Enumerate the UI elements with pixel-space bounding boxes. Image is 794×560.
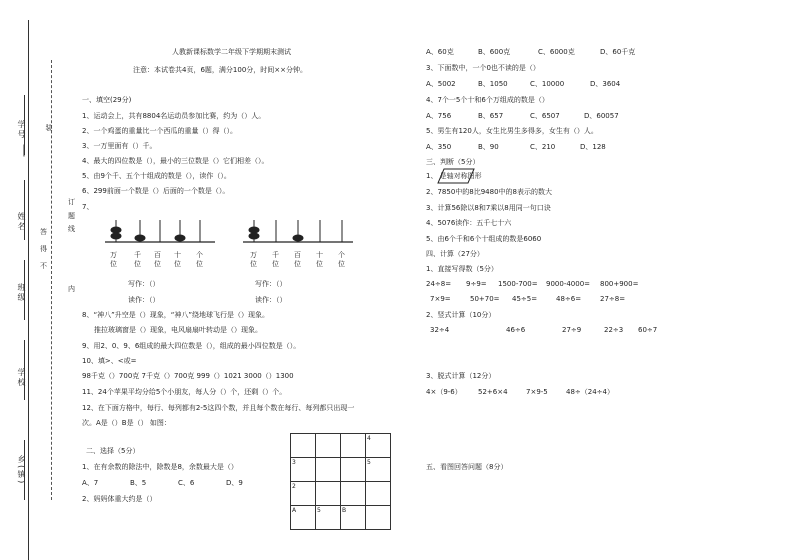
seal-char-4: 内 bbox=[68, 285, 75, 293]
seal-char-6: 得 bbox=[40, 245, 47, 253]
sec1-title: 一、填空(29分) bbox=[82, 96, 132, 104]
calc-r4-4: 48÷（24÷4） bbox=[566, 388, 614, 396]
abacus-right-place-2: 千位 bbox=[272, 251, 279, 268]
abacus-left-place-3: 百位 bbox=[154, 251, 161, 268]
abacus-left-place-5: 个位 bbox=[196, 251, 203, 268]
seal-char-7: 答 bbox=[40, 228, 47, 236]
calc-r1-2: 9÷9= bbox=[466, 280, 487, 288]
sec4-part1: 1、直接写得数（5分） bbox=[426, 265, 498, 273]
abacus-right-place-5: 个位 bbox=[338, 251, 345, 268]
sec2-title: 二、选择（5分） bbox=[86, 447, 140, 455]
calc-r2-3: 45÷5= bbox=[512, 295, 538, 303]
abacus-right bbox=[238, 216, 358, 252]
calc-r1-3: 1500-700= bbox=[498, 280, 538, 288]
sec2-q1-opt-d: D、9 bbox=[226, 479, 243, 487]
sec2-q3-opt-b: B、1050 bbox=[478, 80, 508, 88]
sec1-q8: 8、“神八”升空是（）现象，“神八”绕地球飞行是（）现象。 bbox=[82, 311, 269, 319]
seal-char-1: 装 bbox=[45, 124, 53, 131]
abacus-right-write: 写作：（） bbox=[255, 280, 287, 288]
sec2-q1-opt-a: A、7 bbox=[82, 479, 99, 487]
sec1-q9: 9、用2、0、9、6组成的最大四位数是（），组成的最小四位数是（）。 bbox=[82, 342, 301, 350]
abacus-right-place-3: 百位 bbox=[294, 251, 301, 268]
calc-r2-4: 48÷6= bbox=[556, 295, 582, 303]
calc-r2-5: 27÷8= bbox=[600, 295, 626, 303]
sec1-q4: 4、最大的四位数是（），最小的三位数是（）它们相差（）。 bbox=[82, 157, 269, 165]
sec2-q2-opt-a: A、60克 bbox=[426, 48, 454, 56]
class-label: 班级 bbox=[17, 283, 26, 303]
seal-char-5: 不 bbox=[40, 262, 47, 270]
sec1-q5: 5、由9个千、五个十组成的数是（），读作（）。 bbox=[82, 172, 231, 180]
calc-r3-5: 60÷7 bbox=[638, 326, 658, 334]
abacus-left bbox=[100, 216, 220, 252]
town-label: 乡(镇) bbox=[17, 455, 26, 486]
sec1-q7: 7、 bbox=[82, 203, 94, 211]
abacus-left-place-1: 万位 bbox=[110, 251, 117, 268]
sec2-q4-opt-a: A、756 bbox=[426, 112, 452, 120]
calc-r1-4: 9000-4000= bbox=[546, 280, 591, 288]
name-label: 姓名 bbox=[17, 212, 26, 232]
sec2-q3-opt-c: C、10000 bbox=[530, 80, 565, 88]
sec1-q11: 11、24个苹果平均分给5个小朋友，每人分（）个，还剩（）个。 bbox=[82, 388, 287, 396]
sec4-part3: 3、脱式计算（12分） bbox=[426, 372, 496, 380]
sec3-q4: 4、5076读作：五千七十六 bbox=[426, 219, 512, 227]
sec2-q3-opt-d: D、3604 bbox=[590, 80, 621, 88]
calc-r2-1: 7×9= bbox=[430, 295, 451, 303]
sec2-q4-opt-b: B、657 bbox=[478, 112, 504, 120]
sec2-q2-opt-b: B、600克 bbox=[478, 48, 511, 56]
calc-r3-4: 22÷3 bbox=[604, 326, 624, 334]
sec2-q5-opt-b: B、90 bbox=[478, 143, 499, 151]
sec2-q1: 1、在有余数的除法中，除数是8，余数最大是（） bbox=[82, 463, 238, 471]
sec4-part2: 2、竖式计算（10分） bbox=[426, 311, 496, 319]
sec1-q10: 10、填>、<或= bbox=[82, 357, 137, 365]
sec3-q2: 2、7850中的8比9480中的8表示的数大 bbox=[426, 188, 552, 196]
sec2-q4-opt-c: C、6507 bbox=[530, 112, 560, 120]
sec1-q2: 2、一个鸡蛋的重量比一个西瓜的重量（）得（）。 bbox=[82, 127, 237, 135]
sec5-title: 五、看图回答问题（8分） bbox=[426, 463, 508, 471]
sec2-q5-opt-a: A、350 bbox=[426, 143, 452, 151]
sec3-title: 三、判断（5分） bbox=[426, 158, 480, 166]
abacus-left-read: 读作：（） bbox=[128, 296, 160, 304]
sec2-q5: 5、男生有120人，女生比男生多得多，女生有（）人。 bbox=[426, 127, 598, 135]
calc-r1-1: 24÷8= bbox=[426, 280, 452, 288]
abacus-left-place-4: 十位 bbox=[174, 251, 181, 268]
sec3-q1: 1、 是轴对称图形 bbox=[426, 172, 482, 180]
sec2-q4-opt-d: D、60057 bbox=[584, 112, 619, 120]
seal-char-8: 题 bbox=[68, 212, 75, 220]
abacus-left-write: 写作：（） bbox=[128, 280, 160, 288]
sec2-q4: 4、7个一5个十和6个万组成的数是（） bbox=[426, 96, 549, 104]
sec3-q5: 5、由6个千和6个十组成的数是6060 bbox=[426, 235, 542, 243]
calc-r4-1: 4×（9-6） bbox=[426, 388, 462, 396]
calc-r3-1: 32÷4 bbox=[430, 326, 450, 334]
abacus-right-place-1: 万位 bbox=[250, 251, 257, 268]
school-label: 学校 bbox=[17, 368, 26, 388]
sec1-q6: 6、299前面一个数是（）后面的一个数是（）。 bbox=[82, 187, 230, 195]
sec1-q12: 12、在下面方格中，每行、每列都有2-5这四个数，并且每个数在每行、每列都只出现一 bbox=[82, 404, 355, 412]
sec2-q1-opt-c: C、6 bbox=[178, 479, 195, 487]
parallelogram-icon bbox=[436, 168, 476, 184]
sec2-q3-opt-a: A、5002 bbox=[426, 80, 456, 88]
sec2-q2: 2、妈妈体重大约是（） bbox=[82, 495, 157, 503]
abacus-right-read: 读作：（） bbox=[255, 296, 287, 304]
seal-char-3: 线 bbox=[68, 225, 75, 233]
sec1-q1: 1、运动会上，共有8804名运动员参加比赛，约为（）人。 bbox=[82, 112, 266, 120]
sec3-q3: 3、计算56除以8和7乘以8用同一句口诀 bbox=[426, 204, 551, 212]
sec2-q5-opt-c: C、210 bbox=[530, 143, 556, 151]
number-grid: 4 3 5 2 A 5 B bbox=[290, 433, 391, 530]
abacus-right-place-4: 十位 bbox=[316, 251, 323, 268]
calc-r1-5: 800+900= bbox=[600, 280, 639, 288]
calc-r2-2: 50+70= bbox=[470, 295, 500, 303]
sec1-q8b: 推拉玻璃窗是（）现象，电风扇扇叶转动是（）现象。 bbox=[94, 326, 262, 334]
calc-r4-2: 52+6×4 bbox=[478, 388, 508, 396]
sec1-q12b: 次。A是（）B是（） 如图： bbox=[82, 419, 171, 427]
seal-char-2: 订 bbox=[68, 198, 75, 206]
sec1-q10b: 98千克（）700克 7千克（）700克 999（）1021 3000（）1300 bbox=[82, 372, 294, 380]
paper-title: 人教新课标数学二年级下学期期末测试 bbox=[172, 48, 291, 56]
calc-r3-2: 46÷6 bbox=[506, 326, 526, 334]
calc-r4-3: 7×9-5 bbox=[526, 388, 548, 396]
sec2-q2-opt-d: D、60千克 bbox=[600, 48, 636, 56]
student-no-label: 学号 bbox=[17, 120, 26, 140]
sec2-q5-opt-d: D、128 bbox=[580, 143, 606, 151]
calc-r3-3: 27÷9 bbox=[562, 326, 582, 334]
abacus-left-place-2: 千位 bbox=[134, 251, 141, 268]
paper-notice: 注意：本试卷共4页，6题，满分100分，时间××分钟。 bbox=[133, 66, 307, 74]
sec1-q3: 3、一万里面有（）千。 bbox=[82, 142, 157, 150]
sec4-title: 四、计算（27分） bbox=[426, 250, 484, 258]
sec2-q3: 3、下面数中，一个0也不读的是（） bbox=[426, 64, 540, 72]
sec2-q1-opt-b: B、5 bbox=[130, 479, 147, 487]
sec2-q2-opt-c: C、6000克 bbox=[538, 48, 575, 56]
